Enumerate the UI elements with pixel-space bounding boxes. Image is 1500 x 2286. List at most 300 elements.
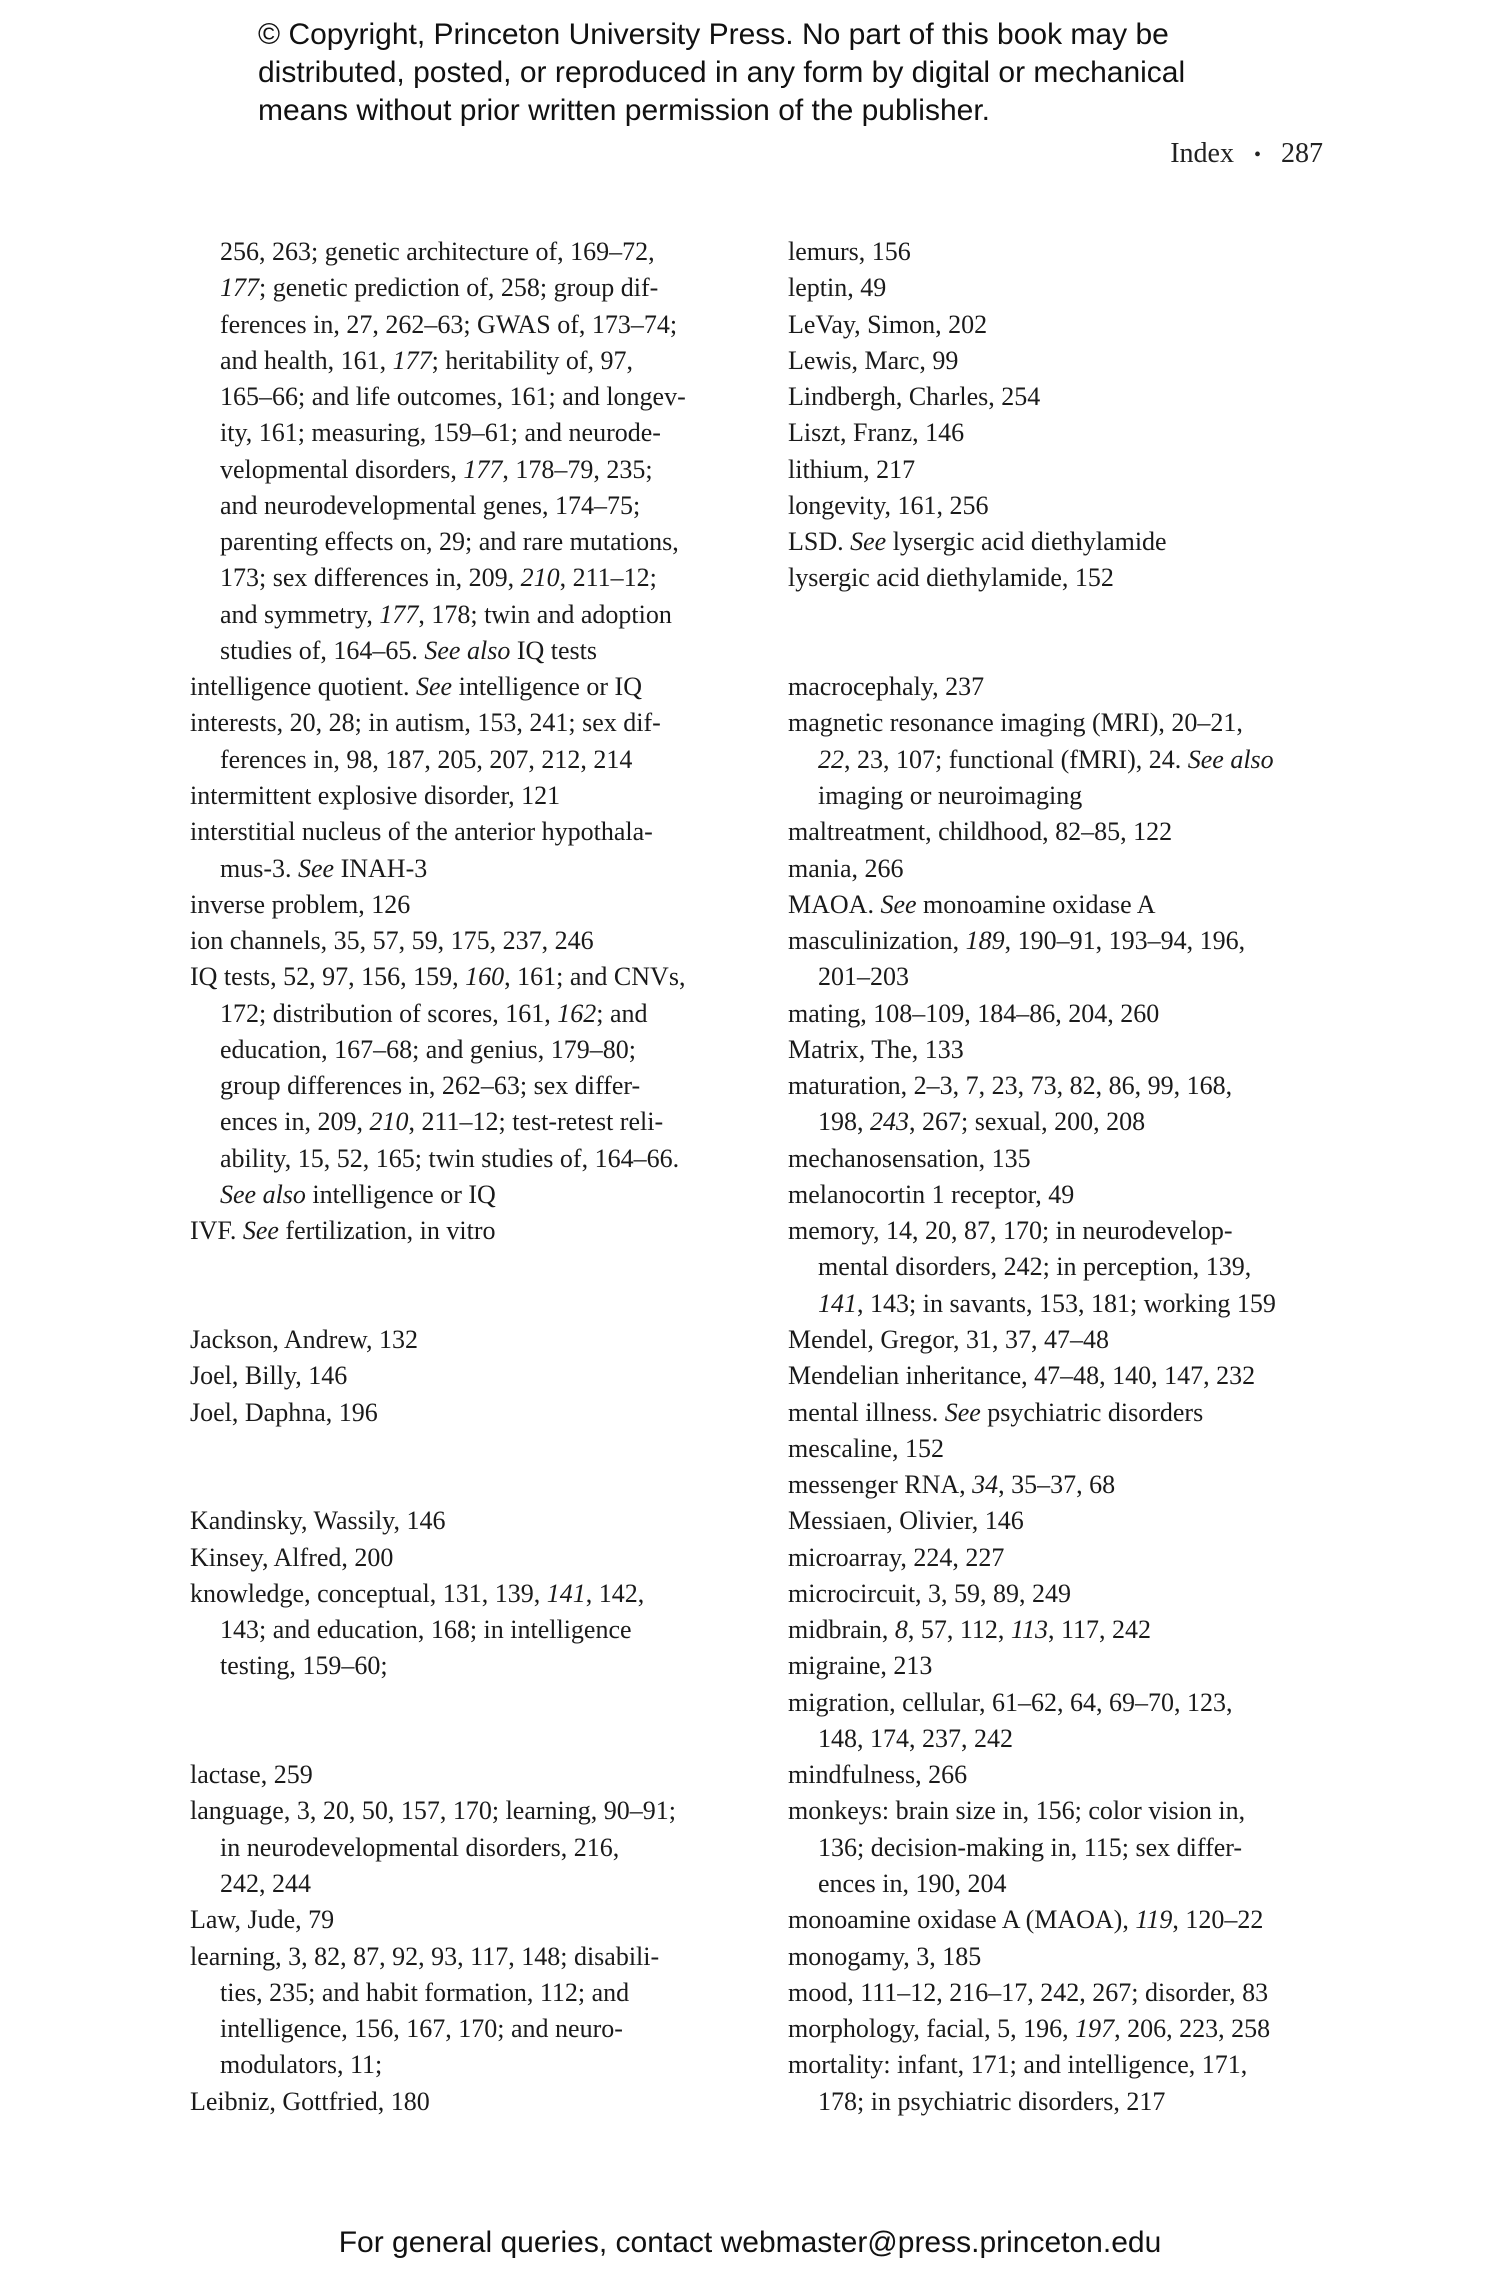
index-entry-line xyxy=(788,2011,1276,2047)
italic-text: See xyxy=(242,1216,279,1246)
entry-text: testing, 159–60; xyxy=(220,1651,388,1681)
entry-text: , 143; in savants, 153, 181; working 159 xyxy=(857,1288,1276,1318)
index-entry-line xyxy=(788,379,1276,415)
entry-text: Joel, Daphna, 196 xyxy=(190,1397,378,1427)
index-entry xyxy=(190,814,686,887)
index-entry xyxy=(190,1213,686,1249)
index-entry-line xyxy=(788,307,1276,343)
index-entry-line xyxy=(788,1286,1276,1322)
index-entry-line xyxy=(190,1866,686,1902)
italic-text: See also xyxy=(220,1179,306,1209)
index-entry xyxy=(788,524,1276,560)
index-entry-line xyxy=(788,851,1276,887)
entry-text: , 211–12; test-retest reli- xyxy=(408,1107,664,1137)
letter-group xyxy=(190,1322,686,1431)
entry-text: imaging or neuroimaging xyxy=(818,781,1083,810)
index-entry-line xyxy=(190,415,686,451)
index-entry xyxy=(788,452,1276,488)
entry-text: 201–203 xyxy=(818,962,909,992)
letter-group-gap xyxy=(190,1431,686,1504)
entry-text: , 142, xyxy=(585,1578,645,1608)
index-entry-line xyxy=(190,2084,686,2120)
entry-text: 178; in psychiatric disorders, 217 xyxy=(818,2086,1166,2116)
entry-text: velopmental disorders, xyxy=(220,454,464,484)
entry-text: Kandinsky, Wassily, 146 xyxy=(190,1506,446,1536)
entry-text: ability, 15, 52, 165; twin studies of, 164–66. xyxy=(220,1143,680,1173)
index-entry xyxy=(788,669,1276,705)
entry-text: Mendel, Gregor, 31, 37, 47–48 xyxy=(788,1324,1110,1354)
entry-text: knowledge, conceptual, 131, 139, xyxy=(190,1578,547,1608)
index-entry-line xyxy=(788,1104,1276,1140)
entry-text: mania, 266 xyxy=(788,853,904,883)
entry-text: Messiaen, Olivier, 146 xyxy=(788,1506,1024,1536)
index-entry-line xyxy=(190,1503,686,1539)
index-entry-line xyxy=(788,452,1276,488)
index-entry-line xyxy=(788,996,1276,1032)
index-entry xyxy=(190,234,686,669)
entry-text: inverse problem, 126 xyxy=(190,889,411,919)
running-head xyxy=(1170,138,1323,170)
index-entry-line xyxy=(788,1213,1276,1249)
entry-text: lysergic acid diethylamide, 152 xyxy=(788,563,1114,593)
index-entry-line xyxy=(190,742,686,778)
index-entry-line xyxy=(788,2084,1276,2120)
index-entry-line xyxy=(190,669,686,705)
italic-text: 177 xyxy=(379,599,419,629)
index-entry-line xyxy=(788,887,1276,923)
entry-text: lemurs, 156 xyxy=(788,237,911,266)
entry-text: monoamine oxidase A xyxy=(916,889,1156,919)
entry-text: lysergic acid diethylamide xyxy=(886,527,1167,557)
index-entry-line xyxy=(190,2047,686,2083)
entry-text: in neurodevelopmental disorders, 216, xyxy=(220,1832,620,1862)
entry-text: mindfulness, 266 xyxy=(788,1760,968,1790)
entry-text: Kinsey, Alfred, 200 xyxy=(190,1542,394,1572)
entry-text: MAOA. xyxy=(788,889,881,919)
index-column-left xyxy=(190,234,686,2120)
index-entry-line xyxy=(190,923,686,959)
index-entry-line xyxy=(788,560,1276,596)
italic-text: 189 xyxy=(965,926,1005,956)
italic-text: 210 xyxy=(369,1107,409,1137)
entry-text: magnetic resonance imaging (MRI), 20–21, xyxy=(788,708,1243,738)
entry-text: ity, 161; measuring, 159–61; and neurode- xyxy=(220,418,661,448)
index-entry-line xyxy=(190,343,686,379)
index-entry-line xyxy=(190,1576,686,1612)
index-entry-line xyxy=(788,742,1276,778)
index-entry-line xyxy=(190,1104,686,1140)
entry-text: mating, 108–109, 184–86, 204, 260 xyxy=(788,998,1160,1028)
entry-text: 148, 174, 237, 242 xyxy=(818,1723,1013,1753)
entry-text: ion channels, 35, 57, 59, 175, 237, 246 xyxy=(190,926,594,956)
entry-text: , 57, 112, xyxy=(907,1615,1011,1645)
entry-text: mood, 111–12, 216–17, 242, 267; disorder, 83 xyxy=(788,1977,1269,2007)
footer-contact: For general queries, contact webmaster@press.princeton.edu xyxy=(338,2226,1162,2259)
entry-text: , 117, 242 xyxy=(1048,1615,1152,1645)
index-entry xyxy=(190,669,686,705)
index-entry xyxy=(788,1576,1276,1612)
index-entry-line xyxy=(190,1032,686,1068)
entry-text: INAH-3 xyxy=(334,853,428,883)
index-entry xyxy=(190,1576,686,1685)
index-entry xyxy=(788,415,1276,451)
italic-text: See xyxy=(298,853,335,883)
index-entry-line xyxy=(788,923,1276,959)
italic-text: 113 xyxy=(1010,1615,1048,1645)
index-entry-line xyxy=(788,1032,1276,1068)
entry-text: masculinization, xyxy=(788,926,966,956)
index-entry-line xyxy=(190,996,686,1032)
index-entry-line xyxy=(788,1612,1276,1648)
letter-group xyxy=(788,669,1276,2120)
entry-text: Mendelian inheritance, 47–48, 140, 147, 232 xyxy=(788,1361,1256,1391)
index-entry xyxy=(788,1540,1276,1576)
copyright-line: © Copyright, Princeton University Press. No part of this book may be xyxy=(258,18,1169,51)
italic-text: See xyxy=(416,672,453,702)
index-entry xyxy=(788,1939,1276,1975)
index-entry-line xyxy=(788,1648,1276,1684)
entry-text: monoamine oxidase A (MAOA), xyxy=(788,1905,1136,1935)
index-entry xyxy=(788,1177,1276,1213)
entry-text: midbrain, xyxy=(788,1615,895,1645)
index-entry-line xyxy=(190,814,686,850)
index-entry-line xyxy=(788,1685,1276,1721)
entry-text: 143; and education, 168; in intelligence xyxy=(220,1615,632,1645)
index-entry-line xyxy=(788,1721,1276,1757)
index-entry-line xyxy=(788,1467,1276,1503)
entry-text: ferences in, 98, 187, 205, 207, 212, 214 xyxy=(220,744,633,774)
section-title: Index xyxy=(1170,138,1234,169)
entry-text: intelligence quotient. xyxy=(190,672,416,702)
index-entry-line xyxy=(788,1830,1276,1866)
entry-text: intelligence or IQ xyxy=(452,672,642,702)
index-entry xyxy=(788,234,1276,270)
index-entry-line xyxy=(788,1431,1276,1467)
index-entry xyxy=(788,1322,1276,1358)
entry-text: mental disorders, 242; in perception, 139, xyxy=(818,1252,1252,1282)
italic-text: 160 xyxy=(465,962,505,992)
index-entry xyxy=(788,1141,1276,1177)
index-entry xyxy=(190,778,686,814)
index-entry xyxy=(190,1395,686,1431)
index-entry-line xyxy=(190,887,686,923)
entry-text: lactase, 259 xyxy=(190,1760,313,1790)
index-column-right xyxy=(788,234,1276,2120)
entry-text: IQ tests, 52, 97, 156, 159, xyxy=(190,962,466,992)
entry-text: modulators, 11; xyxy=(220,2050,383,2080)
index-entry-line xyxy=(190,1358,686,1394)
index-entry-line xyxy=(190,1322,686,1358)
italic-text: 210 xyxy=(520,563,560,593)
index-entry xyxy=(788,1612,1276,1648)
letter-group-gap xyxy=(788,597,1276,670)
italic-text: 119 xyxy=(1135,1905,1173,1935)
index-entry-line xyxy=(788,1395,1276,1431)
entry-text: studies of, 164–65. xyxy=(220,635,425,665)
italic-text: See xyxy=(850,527,887,557)
entry-text: IVF. xyxy=(190,1216,243,1246)
entry-text: leptin, 49 xyxy=(788,273,887,303)
index-entry-line xyxy=(190,452,686,488)
index-entry-line xyxy=(190,1975,686,2011)
index-entry xyxy=(788,1685,1276,1758)
entry-text: Liszt, Franz, 146 xyxy=(788,418,965,448)
italic-text: See also xyxy=(1187,744,1274,774)
entry-text: morphology, facial, 5, 196, xyxy=(788,2014,1076,2044)
index-entry xyxy=(788,488,1276,524)
index-entry-line xyxy=(788,415,1276,451)
index-entry xyxy=(788,1975,1276,2011)
index-entry-line xyxy=(190,1068,686,1104)
index-entry-line xyxy=(190,1757,686,1793)
index-entry-line xyxy=(788,2047,1276,2083)
entry-text: parenting effects on, 29; and rare mutations, xyxy=(220,527,679,557)
index-entry xyxy=(788,705,1276,814)
index-entry-line xyxy=(190,560,686,596)
entry-text: ; genetic prediction of, 258; group dif- xyxy=(259,273,659,303)
index-entry xyxy=(190,923,686,959)
letter-group xyxy=(788,234,1276,597)
italic-text: See xyxy=(944,1397,981,1427)
index-entry-line xyxy=(788,705,1276,741)
index-entry xyxy=(788,851,1276,887)
entry-text: Leibniz, Gottfried, 180 xyxy=(190,2086,430,2116)
entry-text: mechanosensation, 135 xyxy=(788,1143,1031,1173)
index-entry-line xyxy=(190,1395,686,1431)
letter-group xyxy=(190,1757,686,2120)
index-entry-line xyxy=(788,270,1276,306)
entry-text: ferences in, 27, 262–63; GWAS of, 173–74; xyxy=(220,309,678,339)
entry-text: Jackson, Andrew, 132 xyxy=(190,1324,418,1354)
entry-text: mental illness. xyxy=(788,1397,945,1427)
index-entry-line xyxy=(788,1068,1276,1104)
entry-text: maltreatment, childhood, 82–85, 122 xyxy=(788,817,1173,847)
index-entry xyxy=(190,1358,686,1394)
italic-text: 22 xyxy=(818,744,844,774)
letter-group xyxy=(190,234,686,1249)
index-entry-line xyxy=(788,1141,1276,1177)
index-entry-line xyxy=(788,1576,1276,1612)
index-entry-line xyxy=(190,1793,686,1829)
index-entry xyxy=(788,1902,1276,1938)
index-entry-line xyxy=(190,1141,686,1177)
index-entry-line xyxy=(190,851,686,887)
entry-text: Law, Jude, 79 xyxy=(190,1905,335,1935)
entry-text: mus-3. xyxy=(220,853,298,883)
italic-text: 243 xyxy=(870,1107,909,1137)
index-entry-line xyxy=(190,1540,686,1576)
index-entry xyxy=(788,1068,1276,1141)
index-entry xyxy=(788,1467,1276,1503)
entry-text: migraine, 213 xyxy=(788,1651,933,1681)
index-entry-line xyxy=(788,1249,1276,1285)
entry-text: intermittent explosive disorder, 121 xyxy=(190,780,561,810)
index-entry xyxy=(788,560,1276,596)
index-entry-line xyxy=(788,814,1276,850)
entry-text: 173; sex differences in, 209, xyxy=(220,563,521,593)
index-entry xyxy=(788,1213,1276,1322)
index-entry-line xyxy=(788,1322,1276,1358)
index-entry-line xyxy=(190,1612,686,1648)
index-entry-line xyxy=(788,1358,1276,1394)
entry-text: , 206, 223, 258 xyxy=(1114,2014,1271,2044)
entry-text: ences in, 190, 204 xyxy=(818,1868,1007,1898)
entry-text: interstitial nucleus of the anterior hypothala- xyxy=(190,817,653,847)
index-entry xyxy=(190,959,686,1213)
page-number: 287 xyxy=(1281,138,1323,169)
entry-text: , 120–22 xyxy=(1172,1905,1264,1935)
index-entry-line xyxy=(190,778,686,814)
separator-bullet: • xyxy=(1253,144,1261,167)
entry-text: ences in, 209, xyxy=(220,1107,370,1137)
entry-text: lithium, 217 xyxy=(788,454,916,484)
index-entry xyxy=(788,1032,1276,1068)
index-entry-line xyxy=(788,488,1276,524)
index-entry xyxy=(788,1503,1276,1539)
entry-text: Joel, Billy, 146 xyxy=(190,1361,348,1391)
index-entry xyxy=(190,1503,686,1539)
entry-text: 242, 244 xyxy=(220,1869,311,1898)
index-entry-line xyxy=(190,270,686,306)
index-entry xyxy=(190,705,686,778)
entry-text: mescaline, 152 xyxy=(788,1433,944,1463)
index-entry xyxy=(788,1395,1276,1431)
entry-text: interests, 20, 28; in autism, 153, 241; sex dif- xyxy=(190,708,661,738)
entry-text: , 267; sexual, 200, 208 xyxy=(909,1107,1146,1137)
entry-text: and neurodevelopmental genes, 174–75; xyxy=(220,490,641,520)
index-entry-line xyxy=(190,1648,686,1684)
entry-text: microcircuit, 3, 59, 89, 249 xyxy=(788,1578,1072,1608)
index-entry-line xyxy=(190,379,686,415)
index-entry-line xyxy=(788,1757,1276,1793)
italic-text: 8 xyxy=(894,1615,908,1645)
entry-text: ; and xyxy=(596,998,648,1028)
index-entry xyxy=(788,1793,1276,1902)
copyright-line: distributed, posted, or reproduced in any form by digital or mechanical xyxy=(258,56,1186,89)
index-entry xyxy=(190,2084,686,2120)
index-entry xyxy=(788,887,1276,923)
entry-text: psychiatric disorders xyxy=(980,1397,1204,1427)
copyright-notice xyxy=(258,16,1185,130)
copyright-line: means without prior written permission of the publisher. xyxy=(258,94,991,127)
index-entry-line xyxy=(788,1866,1276,1902)
index-entry-line xyxy=(788,669,1276,705)
index-entry-line xyxy=(788,343,1276,379)
entry-text: LeVay, Simon, 202 xyxy=(788,309,988,339)
index-entry-line xyxy=(190,1213,686,1249)
index-entry-line xyxy=(190,705,686,741)
italic-text: 141 xyxy=(818,1288,857,1318)
index-entry-line xyxy=(190,959,686,995)
entry-text: melanocortin 1 receptor, 49 xyxy=(788,1179,1075,1209)
index-entry xyxy=(788,2047,1276,2120)
index-entry xyxy=(788,814,1276,850)
index-entry-line xyxy=(190,1177,686,1213)
index-entry-line xyxy=(788,1540,1276,1576)
entry-text: and symmetry, xyxy=(220,599,380,629)
entry-text: group differences in, 262–63; sex differ- xyxy=(220,1071,641,1101)
index-entry xyxy=(190,887,686,923)
entry-text: memory, 14, 20, 87, 170; in neurodevelop- xyxy=(788,1216,1233,1246)
index-entry xyxy=(190,1793,686,1902)
entry-text: 256, 263; genetic architecture of, 169–72, xyxy=(220,237,655,266)
index-entry xyxy=(788,1757,1276,1793)
index-entry-line xyxy=(788,234,1276,270)
entry-text: Lewis, Marc, 99 xyxy=(788,345,959,375)
italic-text: 177 xyxy=(463,454,503,484)
entry-text: and health, 161, xyxy=(220,345,393,375)
letter-group-gap xyxy=(190,1249,686,1322)
index-entry-line xyxy=(788,1975,1276,2011)
entry-text: , 161; and CNVs, xyxy=(504,962,686,992)
entry-text: microarray, 224, 227 xyxy=(788,1542,1005,1572)
entry-text: , 23, 107; functional (fMRI), 24. xyxy=(844,744,1188,774)
index-entry-line xyxy=(788,1503,1276,1539)
entry-text: , 178–79, 235; xyxy=(502,454,653,484)
index-entry-line xyxy=(788,524,1276,560)
letter-group-gap xyxy=(190,1685,686,1758)
letter-group xyxy=(190,1503,686,1684)
entry-text: 198, xyxy=(818,1107,870,1137)
index-entry-line xyxy=(788,1939,1276,1975)
index-entry-line xyxy=(190,597,686,633)
entry-text: education, 167–68; and genius, 179–80; xyxy=(220,1034,636,1064)
entry-text: , 35–37, 68 xyxy=(998,1470,1116,1500)
entry-text: 165–66; and life outcomes, 161; and longev- xyxy=(220,382,686,412)
index-entry xyxy=(788,270,1276,306)
entry-text: maturation, 2–3, 7, 23, 73, 82, 86, 99, 168, xyxy=(788,1071,1233,1101)
index-entry-line xyxy=(788,959,1276,995)
index-entry xyxy=(190,1322,686,1358)
index-entry-line xyxy=(190,307,686,343)
italic-text: 34 xyxy=(972,1470,999,1500)
entry-text: LSD. xyxy=(788,527,851,557)
entry-text: ; heritability of, 97, xyxy=(431,345,634,375)
entry-text: messenger RNA, xyxy=(788,1470,973,1500)
index-entry xyxy=(788,343,1276,379)
entry-text: macrocephaly, 237 xyxy=(788,672,985,702)
italic-text: 197 xyxy=(1075,2014,1115,2044)
index-entry xyxy=(190,1902,686,1938)
entry-text: , 178; twin and adoption xyxy=(418,599,672,629)
entry-text: mortality: infant, 171; and intelligence, 171, xyxy=(788,2050,1248,2080)
entry-text: Lindbergh, Charles, 254 xyxy=(788,382,1041,412)
entry-text: learning, 3, 82, 87, 92, 93, 117, 148; disabili- xyxy=(190,1941,660,1971)
index-entry-line xyxy=(190,234,686,270)
entry-text: monogamy, 3, 185 xyxy=(788,1941,982,1971)
italic-text: 162 xyxy=(557,998,597,1028)
italic-text: 141 xyxy=(546,1578,586,1608)
index-entry xyxy=(788,2011,1276,2047)
index-entry xyxy=(788,307,1276,343)
entry-text: , 211–12; xyxy=(559,563,657,593)
index-entry xyxy=(190,1939,686,2084)
entry-text: Matrix, The, 133 xyxy=(788,1034,964,1064)
index-entry-line xyxy=(190,524,686,560)
entry-text: intelligence or IQ xyxy=(305,1179,496,1209)
index-entry-line xyxy=(190,633,686,669)
index-entry-line xyxy=(190,488,686,524)
entry-text: 172; distribution of scores, 161, xyxy=(220,998,558,1028)
index-entry-line xyxy=(788,1793,1276,1829)
index-entry xyxy=(190,1540,686,1576)
index-entry xyxy=(190,1757,686,1793)
index-entry xyxy=(788,923,1276,996)
index-entry xyxy=(788,379,1276,415)
index-entry xyxy=(788,1431,1276,1467)
italic-text: 177 xyxy=(392,345,432,375)
entry-text: migration, cellular, 61–62, 64, 69–70, 123, xyxy=(788,1687,1233,1717)
